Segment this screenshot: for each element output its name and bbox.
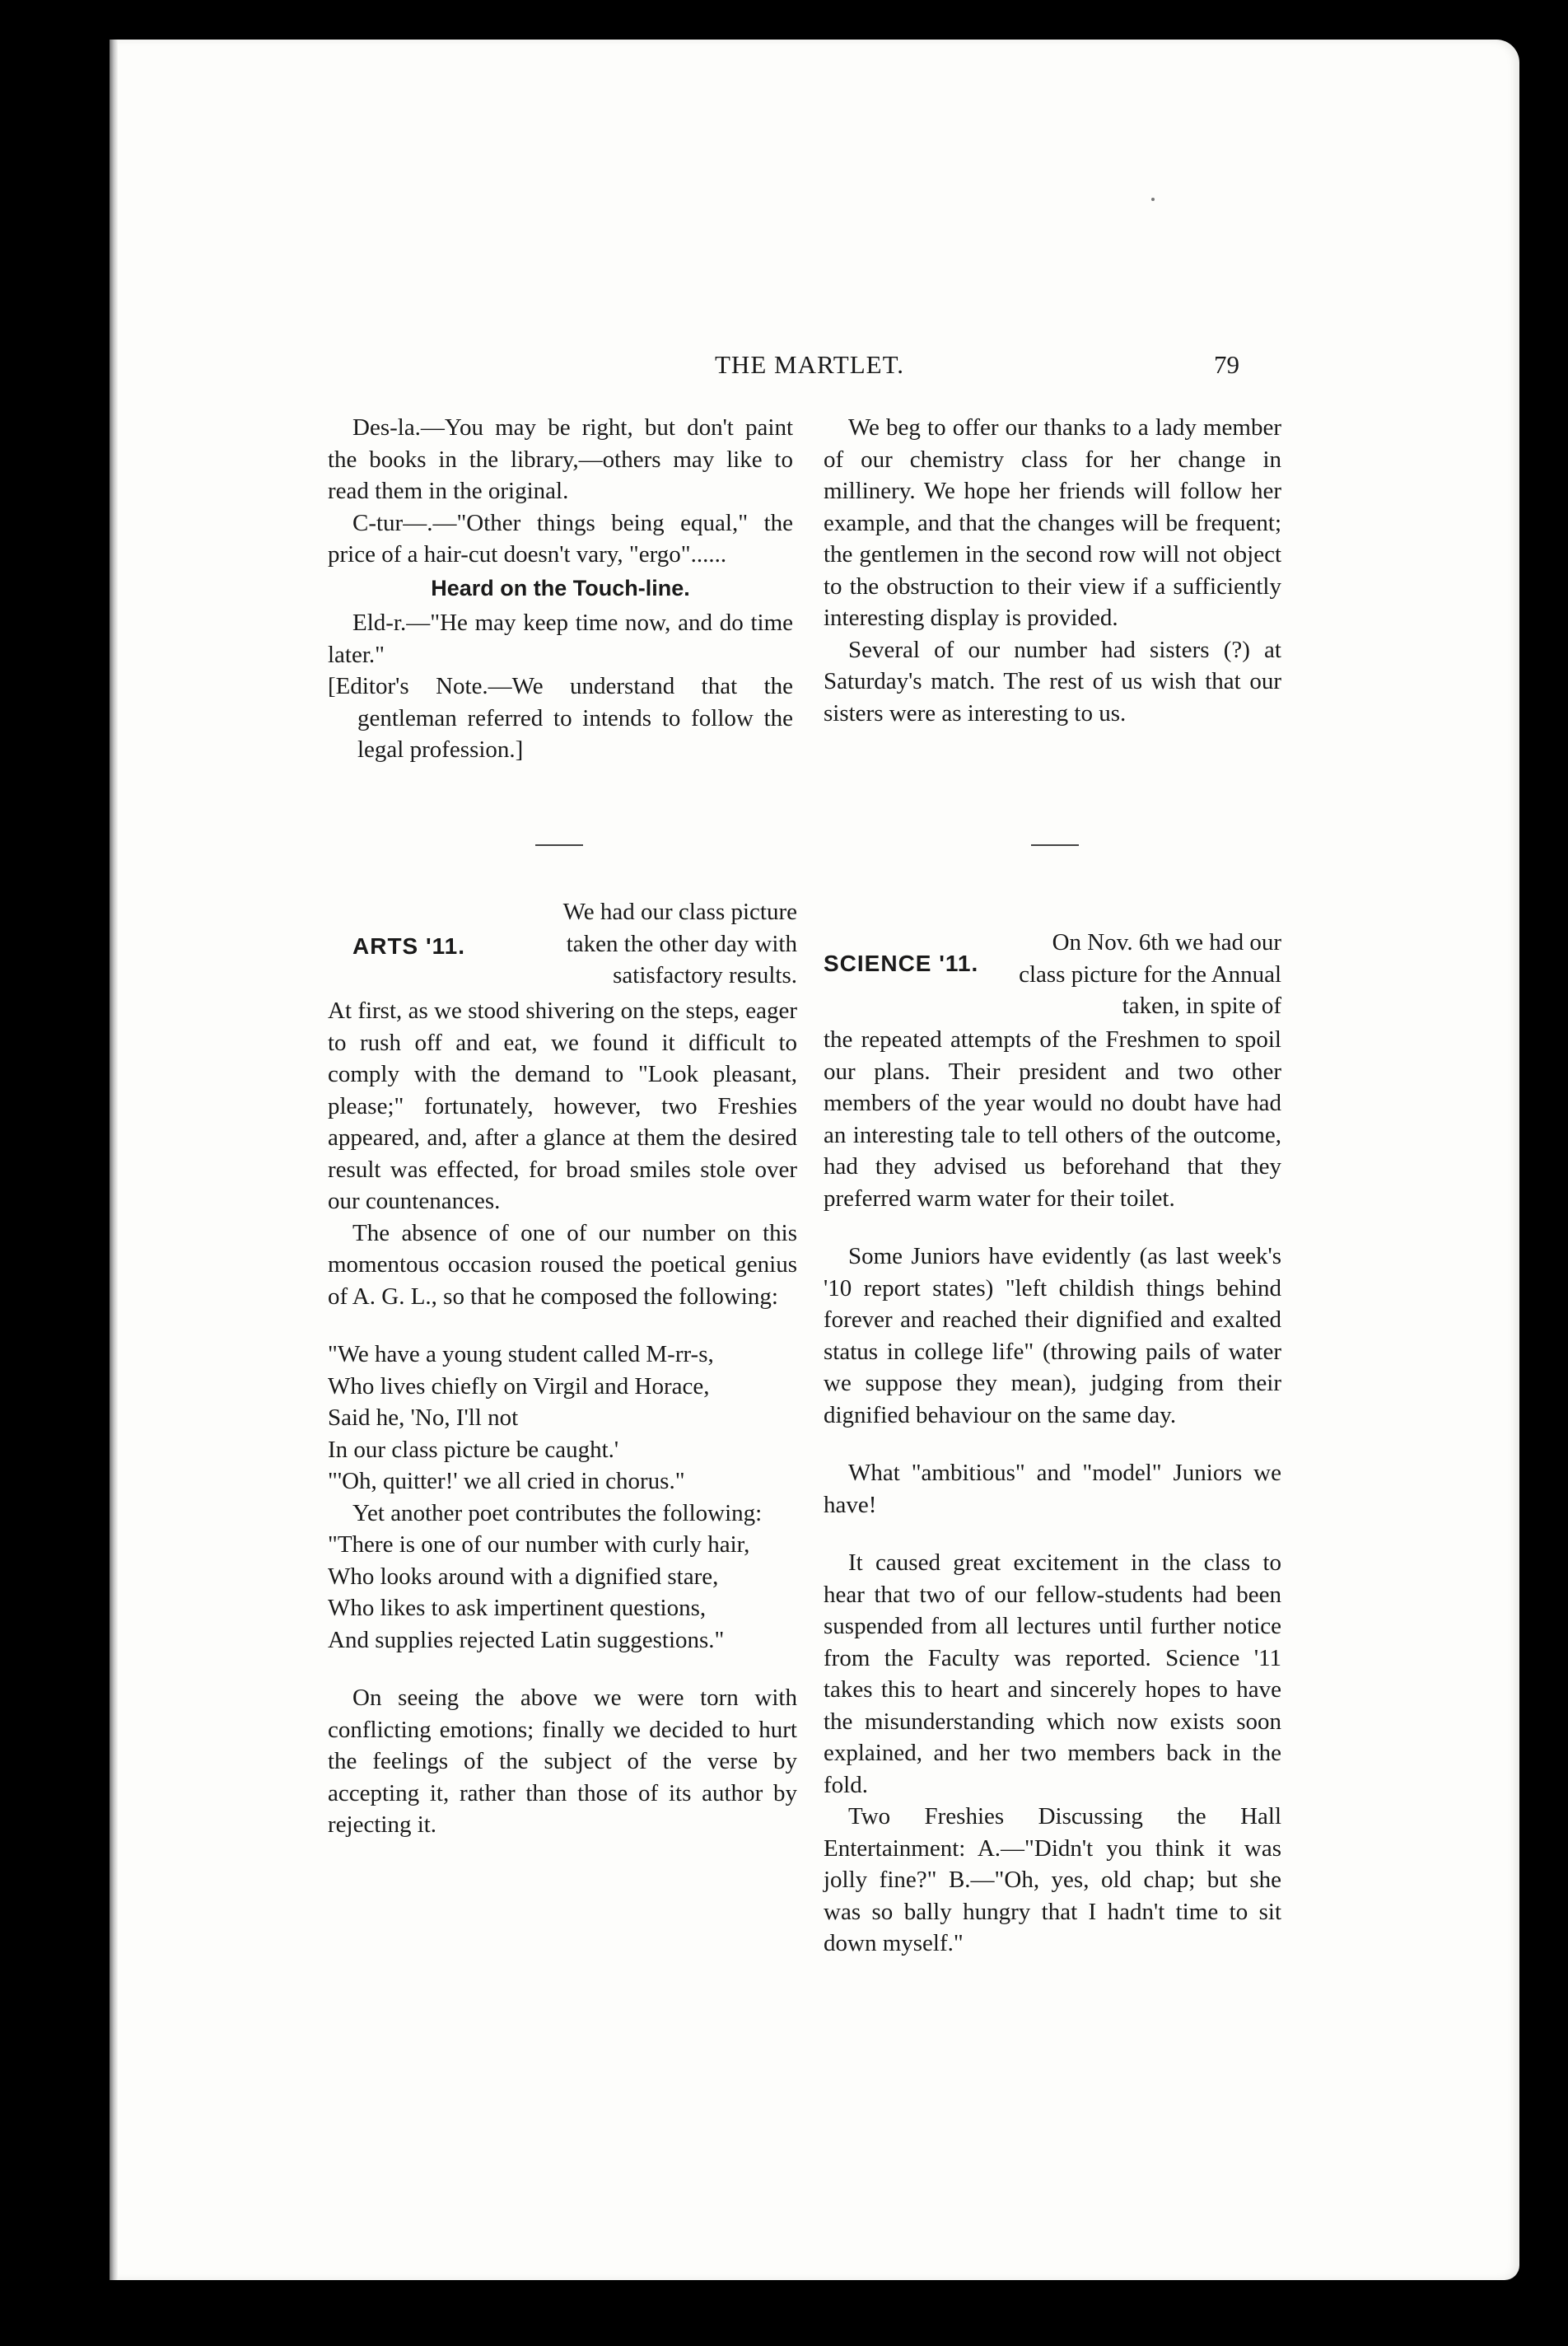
- spacer: [824, 1431, 1281, 1457]
- paragraph: On seeing the above we were torn with conflicting emotions; finally we decided to hurt the feelings of the subject of the verse by accepting it, rather than those of its author by rejecting it.: [328, 1685, 797, 1838]
- spacer: [328, 1312, 797, 1339]
- verse-line: And supplies rejected Latin suggestions.": [328, 1626, 725, 1653]
- section-divider-left: [535, 844, 583, 846]
- section-heading-block: [328, 896, 517, 995]
- section-intro: On Nov. 6th we had our class picture for the Annual taken, in spite of: [1019, 929, 1281, 1019]
- page-header: [0, 350, 1568, 391]
- paragraph: The absence of one of our number on this momentous occasion roused the poetical genius of A. G. L., so that he composed the following:: [328, 1219, 797, 1310]
- spacer: [824, 1521, 1281, 1547]
- paragraph: We beg to offer our thanks to a lady member of our chemistry class for her change in millinery. We hope her friends will follow her example, and that the changes will be frequent; the gentlemen in the second row will not object to the obstruction to their view if a sufficiently interesting display is provided.: [824, 414, 1281, 631]
- paragraph: What "ambitious" and "model" Juniors we have!: [824, 1460, 1281, 1518]
- running-title: THE MARTLET.: [715, 350, 904, 379]
- science-11-section: [824, 927, 1281, 1960]
- paragraph: the repeated attempts of the Freshmen to spoil our plans. Their president and two other members of the year would no doubt have had an interesting tale to tell others of the outcome, had they advised us beforehand that they preferred warm water for their toilet.: [824, 1026, 1281, 1212]
- spacer: [328, 1656, 797, 1682]
- subheading: Heard on the Touch-line.: [431, 575, 690, 601]
- top-right-column: [824, 412, 1281, 729]
- paragraph: It caused great excitement in the class to hear that two of our fellow-students had been suspended from all lectures until further notice from the Faculty was reported. Science '11 takes this to heart and sincerely hopes to have the misunderstanding which now exists soon explained, and her two members back in the fold.: [824, 1549, 1281, 1798]
- section-intro: We had our class picture taken the other day with satisfactory results.: [562, 899, 797, 988]
- verse-line: "We have a young student called M-rr-s,: [328, 1341, 714, 1367]
- paragraph: Des-la.—You may be right, but don't paint the books in the library,—others may like to read them in the original.: [328, 414, 793, 504]
- verse-line: Who lives chiefly on Virgil and Horace,: [328, 1372, 710, 1400]
- paragraph: Several of our number had sisters (?) at Saturday's match. The rest of us wish that our sisters were as interesting to us.: [824, 636, 1281, 727]
- verse-line: Said he, 'No, I'll not: [328, 1404, 519, 1431]
- section-body: [824, 1024, 1281, 1960]
- section-body: [328, 995, 797, 1841]
- verse-line: In our class picture be caught.': [328, 1436, 619, 1463]
- paragraph: At first, as we stood shivering on the steps, eager to rush off and eat, we found it difficult to comply with the demand to "Look pleasant, please;" fortunately, however, two Freshies appeared, and, after a glance at them the desired result was effected, for broad smiles stole over our countenances.: [328, 998, 797, 1214]
- paragraph: Two Freshies Discussing the Hall Entertainment: A.—"Didn't you think it was jolly fine?" B.—"Oh, yes, old chap; but she was so bally hungry that I hadn't time to sit down myself.": [824, 1803, 1281, 1956]
- verse-line: "'Oh, quitter!' we all cried in chorus.": [328, 1468, 685, 1494]
- section-heading: ARTS '11.: [352, 933, 466, 959]
- section-divider-right: [1031, 844, 1079, 846]
- print-speck: [1151, 198, 1155, 201]
- paragraph: C-tur—.—"Other things being equal," the price of a hair-cut doesn't vary, "ergo"......: [328, 509, 793, 568]
- page-number: 79: [1214, 350, 1239, 379]
- arts-11-section: [328, 896, 797, 1841]
- verse-line: Who looks around with a dignified stare,: [328, 1563, 719, 1590]
- section-heading-block: [824, 927, 1017, 1024]
- spacer: [824, 1214, 1281, 1241]
- paragraph: Yet another poet contributes the following:: [352, 1499, 763, 1526]
- verse-line: "There is one of our number with curly hair,: [328, 1531, 750, 1558]
- top-left-column: [328, 412, 793, 766]
- paragraph: Eld-r.—"He may keep time now, and do time later.": [328, 610, 793, 668]
- paragraph: [Editor's Note.—We understand that the gentleman referred to intends to follow the legal profession.]: [328, 673, 793, 763]
- verse-line: Who likes to ask impertinent questions,: [328, 1595, 707, 1621]
- section-heading: SCIENCE '11.: [824, 951, 979, 976]
- paragraph: Some Juniors have evidently (as last week's '10 report states) "left childish things behind forever and reached their dignified and exalted status in college life" (throwing pails of water we suppose they mean), judging from their dignified behaviour on the same day.: [824, 1243, 1281, 1428]
